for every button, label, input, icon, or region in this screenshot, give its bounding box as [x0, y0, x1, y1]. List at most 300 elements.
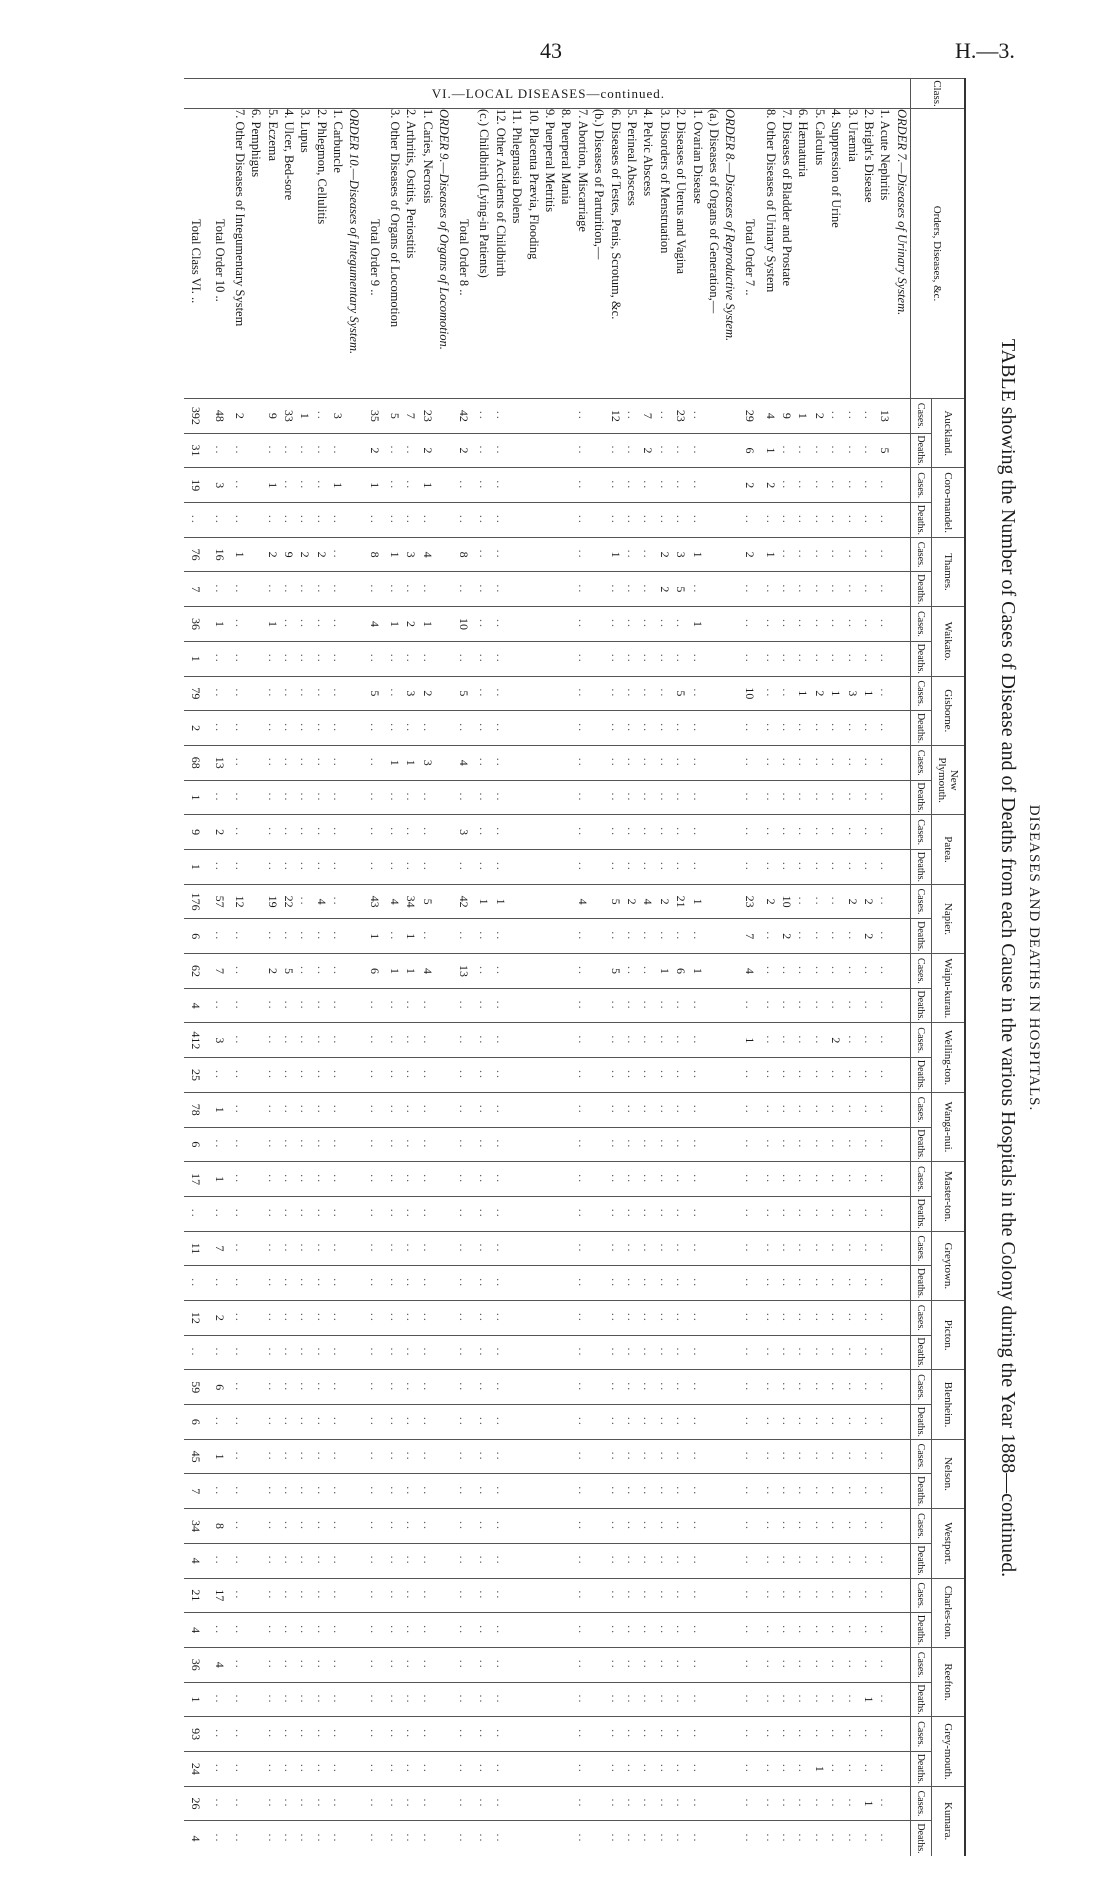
value-cell: .. [689, 503, 705, 538]
value-cell: .. [640, 468, 656, 503]
value-cell: .. [861, 1196, 877, 1231]
table-row [232, 79, 248, 1856]
value-cell: .. [657, 399, 673, 434]
cases-subheader: Cases. [911, 745, 932, 780]
value-cell: .. [297, 1335, 313, 1370]
table-row [624, 79, 640, 1856]
value-cell: .. [452, 1058, 476, 1093]
value-cell: .. [828, 1647, 844, 1682]
value-cell: .. [403, 1439, 419, 1474]
value-cell: .. [297, 1439, 313, 1474]
value-cell: .. [281, 988, 297, 1023]
value-cell: .. [673, 1752, 689, 1787]
value-cell: .. [877, 503, 893, 538]
value-cell: .. [738, 711, 762, 746]
value-cell: .. [762, 1370, 778, 1405]
value-cell: .. [828, 399, 844, 434]
value-cell: .. [452, 1509, 476, 1544]
value-cell [722, 676, 738, 711]
value-cell: .. [363, 711, 387, 746]
value-cell: .. [575, 1682, 591, 1717]
value-cell: .. [673, 1162, 689, 1197]
value-cell [436, 572, 452, 607]
value-cell [542, 1266, 558, 1301]
value-cell: .. [297, 1474, 313, 1509]
value-cell: .. [607, 1786, 623, 1821]
value-cell: .. [419, 1127, 435, 1162]
value-cell: .. [762, 711, 778, 746]
value-cell: .. [314, 1613, 330, 1648]
table-row [387, 79, 403, 1856]
value-cell: .. [640, 503, 656, 538]
value-cell: .. [476, 468, 492, 503]
value-cell: .. [657, 1405, 673, 1440]
value-cell: 4 [184, 1613, 208, 1648]
value-cell: .. [762, 1058, 778, 1093]
value-cell: .. [738, 1405, 762, 1440]
value-cell: .. [264, 1613, 280, 1648]
table-row [208, 79, 232, 1856]
value-cell: 36 [184, 607, 208, 642]
table-row [493, 79, 509, 1856]
value-cell: .. [812, 711, 828, 746]
value-cell: 24 [184, 1752, 208, 1787]
value-cell [722, 1058, 738, 1093]
value-cell [558, 1578, 574, 1613]
value-cell: .. [812, 433, 828, 468]
value-cell: 1 [208, 1439, 232, 1474]
value-cell [525, 1682, 541, 1717]
value-cell [706, 1023, 722, 1058]
value-cell: .. [795, 607, 811, 642]
value-cell: .. [828, 1162, 844, 1197]
value-cell [894, 815, 911, 850]
value-cell [525, 1717, 541, 1752]
value-cell: .. [844, 1266, 860, 1301]
value-cell [509, 1509, 525, 1544]
value-cell: .. [877, 1578, 893, 1613]
value-cell [248, 815, 264, 850]
value-cell: .. [281, 1301, 297, 1336]
value-cell: 1 [403, 954, 419, 989]
table-row [297, 79, 313, 1856]
value-cell: .. [208, 711, 232, 746]
page-number: 43 [540, 38, 562, 63]
value-cell: .. [657, 1196, 673, 1231]
value-cell [436, 1821, 452, 1856]
value-cell: .. [208, 1196, 232, 1231]
value-cell: .. [363, 1231, 387, 1266]
value-cell: .. [640, 607, 656, 642]
value-cell: .. [493, 711, 509, 746]
value-cell: .. [232, 1335, 248, 1370]
value-cell [722, 1405, 738, 1440]
value-cell: 1 [330, 468, 346, 503]
value-cell: .. [624, 399, 640, 434]
disease-label: ORDER 7.—Diseases of Urinary System. [894, 109, 911, 399]
value-cell: .. [232, 1231, 248, 1266]
value-cell: .. [419, 1578, 435, 1613]
disease-label: 4. Ulcer, Bed-sore [281, 109, 297, 399]
cases-subheader: Cases. [911, 1023, 932, 1058]
value-cell: .. [828, 641, 844, 676]
value-cell [894, 1682, 911, 1717]
value-cell: .. [779, 1266, 795, 1301]
value-cell [591, 1752, 607, 1787]
value-cell: .. [607, 919, 623, 954]
value-cell [509, 1335, 525, 1370]
value-cell: .. [844, 399, 860, 434]
value-cell: .. [762, 1717, 778, 1752]
value-cell: 2 [297, 537, 313, 572]
value-cell: .. [575, 1231, 591, 1266]
value-cell [436, 1682, 452, 1717]
value-cell [509, 711, 525, 746]
value-cell [436, 1613, 452, 1648]
value-cell: 8 [452, 537, 476, 572]
cases-subheader: Cases. [911, 676, 932, 711]
value-cell: .. [640, 1578, 656, 1613]
value-cell: .. [844, 745, 860, 780]
value-cell: .. [264, 1196, 280, 1231]
value-cell: .. [657, 1439, 673, 1474]
value-cell: .. [812, 1405, 828, 1440]
value-cell: .. [330, 1335, 346, 1370]
value-cell: .. [330, 1543, 346, 1578]
value-cell: .. [419, 1613, 435, 1648]
value-cell: .. [493, 1266, 509, 1301]
value-cell [591, 1439, 607, 1474]
hospital-header: Coro-mandel. [932, 468, 966, 537]
value-cell: .. [387, 468, 403, 503]
value-cell: .. [624, 919, 640, 954]
value-cell: 43 [363, 884, 387, 919]
value-cell: 2 [861, 919, 877, 954]
value-cell: .. [575, 503, 591, 538]
value-cell: .. [812, 1127, 828, 1162]
value-cell: .. [877, 1405, 893, 1440]
value-cell: .. [812, 1301, 828, 1336]
value-cell [346, 1439, 362, 1474]
table-row [525, 79, 541, 1856]
value-cell: .. [762, 1266, 778, 1301]
table-row [657, 79, 673, 1856]
table-row [738, 79, 762, 1856]
value-cell: .. [861, 607, 877, 642]
hospital-header: Charles-ton. [932, 1578, 966, 1647]
value-cell [346, 1543, 362, 1578]
value-cell [346, 1821, 362, 1856]
value-cell: .. [575, 1127, 591, 1162]
value-cell: 4 [419, 954, 435, 989]
value-cell: .. [575, 780, 591, 815]
value-cell: .. [330, 815, 346, 850]
value-cell: 22 [281, 884, 297, 919]
value-cell: .. [673, 641, 689, 676]
value-cell: .. [387, 1231, 403, 1266]
value-cell [591, 988, 607, 1023]
value-cell: .. [208, 850, 232, 885]
value-cell: .. [476, 1717, 492, 1752]
value-cell [558, 919, 574, 954]
value-cell [346, 1509, 362, 1544]
value-cell: .. [673, 1647, 689, 1682]
value-cell: .. [828, 1613, 844, 1648]
value-cell: .. [476, 1196, 492, 1231]
value-cell: .. [281, 780, 297, 815]
hospital-header: Kumara. [932, 1786, 966, 1855]
value-cell: 79 [184, 676, 208, 711]
value-cell: 1 [762, 433, 778, 468]
value-cell: .. [575, 1717, 591, 1752]
value-cell: .. [828, 1821, 844, 1856]
diseases-table [184, 78, 966, 1856]
value-cell: .. [419, 1370, 435, 1405]
value-cell: .. [330, 676, 346, 711]
value-cell [436, 399, 452, 434]
value-cell [509, 850, 525, 885]
value-cell: .. [232, 954, 248, 989]
value-cell: .. [476, 1335, 492, 1370]
value-cell: 4 [314, 884, 330, 919]
value-cell: .. [476, 745, 492, 780]
value-cell: .. [689, 1370, 705, 1405]
value-cell: .. [363, 641, 387, 676]
value-cell [509, 1162, 525, 1197]
value-cell: .. [575, 1786, 591, 1821]
value-cell: .. [689, 919, 705, 954]
value-cell [558, 1682, 574, 1717]
value-cell: 1 [208, 607, 232, 642]
value-cell: .. [330, 1058, 346, 1093]
value-cell: .. [363, 1439, 387, 1474]
value-cell: 34 [184, 1509, 208, 1544]
value-cell: .. [363, 1370, 387, 1405]
value-cell: .. [281, 1509, 297, 1544]
value-cell: .. [314, 1335, 330, 1370]
deaths-subheader: Deaths. [911, 1058, 932, 1093]
value-cell [509, 1821, 525, 1856]
value-cell: .. [795, 1752, 811, 1787]
value-cell [722, 1196, 738, 1231]
value-cell: .. [689, 1439, 705, 1474]
value-cell: .. [419, 1058, 435, 1093]
value-cell: 2 [657, 572, 673, 607]
value-cell: .. [689, 676, 705, 711]
value-cell: .. [877, 641, 893, 676]
value-cell: .. [575, 1613, 591, 1648]
value-cell [436, 503, 452, 538]
value-cell [706, 1370, 722, 1405]
value-cell [248, 1335, 264, 1370]
value-cell [894, 399, 911, 434]
value-cell [436, 711, 452, 746]
value-cell: .. [812, 1370, 828, 1405]
value-cell: .. [363, 1509, 387, 1544]
value-cell: .. [330, 1231, 346, 1266]
table-row [575, 79, 591, 1856]
value-cell: .. [812, 1613, 828, 1648]
value-cell: .. [762, 1613, 778, 1648]
value-cell: .. [403, 815, 419, 850]
value-cell: .. [738, 607, 762, 642]
value-cell: .. [281, 1543, 297, 1578]
value-cell: .. [403, 468, 419, 503]
table-row [476, 79, 492, 1856]
value-cell: .. [208, 676, 232, 711]
value-cell: .. [779, 1092, 795, 1127]
value-cell: .. [575, 1647, 591, 1682]
value-cell: .. [877, 1023, 893, 1058]
value-cell: .. [795, 572, 811, 607]
value-cell [894, 884, 911, 919]
value-cell: .. [363, 1023, 387, 1058]
value-cell: .. [403, 503, 419, 538]
value-cell: .. [387, 711, 403, 746]
value-cell: 76 [184, 537, 208, 572]
value-cell [525, 1647, 541, 1682]
value-cell: .. [779, 1578, 795, 1613]
value-cell: .. [575, 1439, 591, 1474]
value-cell: .. [861, 1613, 877, 1648]
value-cell: .. [575, 1301, 591, 1336]
value-cell: .. [493, 503, 509, 538]
value-cell: .. [387, 919, 403, 954]
value-cell: 45 [184, 1439, 208, 1474]
table-row [762, 79, 778, 1856]
value-cell [509, 919, 525, 954]
value-cell [248, 676, 264, 711]
value-cell: 1 [493, 884, 509, 919]
value-cell: .. [844, 1578, 860, 1613]
value-cell [436, 433, 452, 468]
value-cell [542, 815, 558, 850]
value-cell: .. [795, 1439, 811, 1474]
value-cell: .. [779, 780, 795, 815]
value-cell: 10 [452, 607, 476, 642]
value-cell: .. [689, 1613, 705, 1648]
value-cell: 23 [738, 884, 762, 919]
value-cell: .. [232, 1647, 248, 1682]
value-cell: .. [281, 745, 297, 780]
value-cell [558, 988, 574, 1023]
value-cell: .. [607, 1196, 623, 1231]
value-cell: .. [452, 780, 476, 815]
value-cell [436, 1127, 452, 1162]
value-cell [894, 1509, 911, 1544]
value-cell: .. [762, 954, 778, 989]
value-cell: .. [264, 1509, 280, 1544]
value-cell [894, 503, 911, 538]
value-cell [509, 780, 525, 815]
value-cell: .. [640, 1474, 656, 1509]
value-cell: .. [779, 468, 795, 503]
value-cell: .. [493, 1127, 509, 1162]
value-cell: .. [297, 1127, 313, 1162]
value-cell: .. [297, 850, 313, 885]
value-cell: .. [264, 1717, 280, 1752]
value-cell: .. [419, 1162, 435, 1197]
deaths-subheader: Deaths. [911, 572, 932, 607]
value-cell [248, 850, 264, 885]
value-cell [558, 815, 574, 850]
value-cell: 29 [738, 399, 762, 434]
value-cell [722, 780, 738, 815]
value-cell: 17 [184, 1162, 208, 1197]
value-cell: .. [330, 1613, 346, 1648]
value-cell: .. [363, 988, 387, 1023]
value-cell: .. [264, 780, 280, 815]
value-cell: .. [779, 815, 795, 850]
value-cell: 21 [673, 884, 689, 919]
value-cell: .. [281, 711, 297, 746]
value-cell: .. [330, 850, 346, 885]
value-cell: .. [575, 1058, 591, 1093]
value-cell: .. [403, 1647, 419, 1682]
value-cell: .. [738, 1717, 762, 1752]
value-cell [248, 919, 264, 954]
value-cell: .. [762, 1231, 778, 1266]
value-cell: .. [877, 1058, 893, 1093]
value-cell: .. [738, 780, 762, 815]
value-cell: 1 [812, 1752, 828, 1787]
value-cell: .. [657, 1058, 673, 1093]
value-cell: .. [493, 1439, 509, 1474]
value-cell: .. [575, 1578, 591, 1613]
value-cell: .. [314, 1370, 330, 1405]
value-cell: .. [232, 641, 248, 676]
value-cell: .. [452, 641, 476, 676]
value-cell [525, 884, 541, 919]
value-cell [706, 1474, 722, 1509]
value-cell [558, 1717, 574, 1752]
value-cell: .. [795, 1578, 811, 1613]
value-cell: 1 [861, 1786, 877, 1821]
value-cell: .. [419, 780, 435, 815]
value-cell [894, 572, 911, 607]
value-cell: .. [476, 1752, 492, 1787]
value-cell [706, 1682, 722, 1717]
value-cell: .. [657, 711, 673, 746]
table-row [542, 79, 558, 1856]
value-cell: .. [264, 1301, 280, 1336]
value-cell: .. [264, 1578, 280, 1613]
value-cell: .. [640, 919, 656, 954]
value-cell: .. [828, 884, 844, 919]
value-cell [436, 1474, 452, 1509]
value-cell [591, 1231, 607, 1266]
value-cell: .. [738, 1266, 762, 1301]
value-cell: .. [657, 1127, 673, 1162]
value-cell [706, 1196, 722, 1231]
value-cell: .. [208, 1543, 232, 1578]
value-cell: .. [452, 1231, 476, 1266]
value-cell: .. [779, 1613, 795, 1648]
value-cell: .. [657, 988, 673, 1023]
value-cell [706, 815, 722, 850]
value-cell: .. [877, 988, 893, 1023]
value-cell [436, 1231, 452, 1266]
value-cell: .. [330, 537, 346, 572]
value-cell: .. [640, 1647, 656, 1682]
value-cell: .. [762, 641, 778, 676]
value-cell: .. [297, 954, 313, 989]
value-cell: 4 [452, 745, 476, 780]
value-cell: .. [738, 572, 762, 607]
value-cell: 13 [452, 954, 476, 989]
value-cell [591, 1474, 607, 1509]
value-cell: .. [738, 1543, 762, 1578]
